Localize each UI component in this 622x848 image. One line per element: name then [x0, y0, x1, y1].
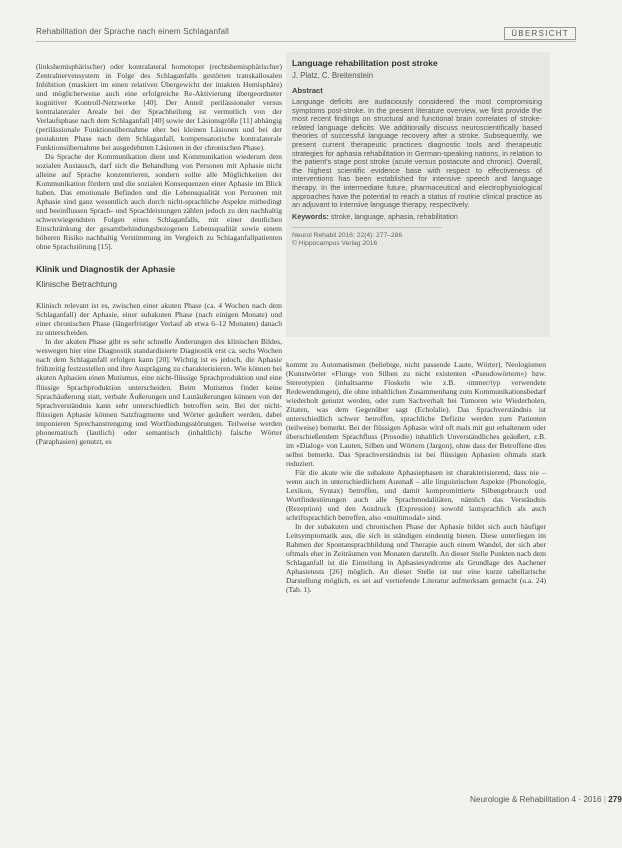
running-head: [36, 27, 576, 39]
right-paragraph-3: In der subakuten und chronischen Phase der Aphasie bildet sich auch häufiger Leitsymptomatik aus, die sich in ständigen eindeutig bieten. Diese unterliegen im Rahmen der Spontansprachbildung und Therapie auch einem Wandel, der sich aber oftmals eher in Zeiträumen von Monaten darstellt. An dieser Stelle Punkten nach dem Schlaganfall ist die Einteilung in Aphasiesyndrome als Grundlage des Aachener Aphasietests [26] möglich. An dieser Stelle ist nur eine kurze tabellarische Darstellung möglich, es sei auf vertiefende Literatur aufmerksam gemacht (u.a. 24) (Tab. 1).: [286, 522, 546, 595]
right-column: [286, 360, 546, 594]
right-paragraph-1: kommt zu Automatismen (beliebige, nicht passende Laute, Wörter), Neologismen (Kunstwörter «Flung» von Silben zu nicht existenten «Pseudowörtern») bzw. Stereotypien (inhaltsarme Floskeln wie z.B. ›immer/typ verwendete Redewendungen), die ohne inhaltlichen Zusammenhang zum Kommunikationsbedarf wiederholt genutzt werden, oder zum Sachverhalt bei Tumoren wie Wiederholen, Zitaten, was dem Gegenüber sagt (Echolalie). Das Sprachverständnis ist unterschiedlich schwer betroffen, sprachliche Defizite werden zum Patienten (teilweise) bemerkt. Bei der flüssigen Aphasie wird oft mals mit gut erhaltenem oder überschießendem Sprachfluss (Prosodie) inhaltlich Unverständliches geäußert, z.B. im «Dialog» von Lauten, Silben und Wörtern (Jargon), ohne dass der Betroffene dies selbst bemerkt. Das Sprachverständnis ist bei flüssigen Aphasien oftmals stark reduziert.: [286, 360, 546, 469]
citation-block: [292, 227, 442, 248]
header-rule: [36, 41, 576, 42]
right-paragraph-2: Für die akute wie die subakute Aphasiephasen ist charakterisierend, dass nie – wenn auch in unterschiedlichem Ausmaß – alle linguistischen Aspekte (Phonologie, Lexikon, Syntax) betroffen, und damit kompromittierte Silbengebrauch und Wortfindestörungen auch alle Sprachmodalitäten, nämlich das Verständnis (Rezeption) und den Ausdruck (Expression) sowohl lautsprachlich als auch schriftsprachlich betreffen, also «multimodal» sind.: [286, 468, 546, 523]
section-badge: ÜBERSICHT: [504, 27, 576, 40]
keywords-value: stroke, language, aphasia, rehabilitation: [330, 211, 458, 221]
citation-line: Neurol Rehabil 2016; 22(4): 277–286: [292, 231, 403, 239]
left-paragraph-3: Klinisch relevant ist es, zwischen einer akuten Phase (ca. 4 Wochen nach dem Schlaganfall) der Aphasie, einer subakuten Phase (nach einigen Monate) und einer chronischen Phase (längerfristiger Verlauf ab etwa 6–12 Monaten) danach zu unterscheiden.: [36, 301, 282, 338]
page-number: 279: [608, 795, 622, 804]
abstract-text: Language deficits are audaciously considered the most compromising symptoms post-stroke. In the present literature overview, we first provide the most recent findings on structural and functional brain correlates of stroke-related language deficits. We additionally discuss neuroscientifically based theories of successful language recovery after a stroke. Subsequently, we present current therapeutic practices diagnostic tools and therapeutic strategies for aphasia rehabilitation in German-speaking nations, in relation to the patient's stage post stroke (acute versus postacute and chronic). Overall, the highest scientific evidence base with respect to effectiveness of interventions has been established for intensive speech and language therapy. In the intermediate future, pharmaceutical and electrophysiological approaches have the potential to reach a status of routine clinical practice as an adjuvant to intensive language therapy, respectively.: [292, 97, 542, 210]
abstract-label: Abstract: [292, 86, 323, 95]
journal-name: Neurologie & Rehabilitation 4 · 2016: [470, 795, 602, 804]
page-footer: [470, 795, 622, 804]
left-column: [36, 62, 282, 446]
sub-heading: Klinische Betrachtung: [36, 279, 118, 290]
abstract-title: Language rehabilitation post stroke: [292, 58, 438, 68]
footer-separator: |: [603, 795, 606, 804]
keywords-label: Keywords:: [292, 211, 329, 221]
left-paragraph-1: (linkshemisphärischer) oder kontralateral homotoper (rechtshemisphärischer) Zentralnervensystem in Folge des Schlaganfalls gestörten transkallosalen Inhibition (maskiert im einen relativen Übergewicht der intakten Hemisphäre) und möglicherweise auch eine erfolgreiche Re-Aktivierung übergeordneter kognitiver Kontroll-Netzwerke [40]. Der Anteil perilässionaler versus kontralateraler Areale bei der Sprachheilung ist vermutlich von der Verlaufsphase nach dem Schlaganfall [40] sowie der Läsionsgröße [11] abhängig (perilässionale Funktionsübernahme eher bei kleinen Läsionen und bei der postakuten Phase nach dem Schlaganfall, kompensatorische kontralaterale Funktionsübernahme bei ausgedehnten Läsionen in der chronischen Phase).: [36, 62, 282, 153]
abstract-keywords: [292, 212, 542, 221]
running-head-left: Rehabilitation der Sprache nach einem Schlaganfall: [36, 27, 229, 36]
abstract-authors: J. Platz, C. Breitenstein: [292, 71, 374, 80]
left-paragraph-2: Da Sprache der Kommunikation dient und Kommunikation wiederum dem sozialen Austausch, darf sich die Behandlung von Personen mit Aphasie nicht alleine auf Sprache konzentrieren, sondern sollte alle Möglichkeiten der Kommunikation fördern und die sozialen Konsequenzen einer Aphasie im Blick haben. Das emotionale Befinden und die Lebensqualität von Personen mit Aphasie sind ganz wesentlich auch durch nicht-sprachliche Aspekte mitbedingt und beeinflussen Sprach- und Sprachleistungen zählen jedoch zu den nachhaltig schwerwiegendsten Folgen eines Schlaganfalls, mit einer deutlichen Einschränkung der gesamtbehindungsbezogenen Lebensqualität sowie einem höheren Risiko nachhaltig Verstimmung im Vergleich zu Schlaganfallpatienten ohne Sprachstörung [15].: [36, 152, 282, 252]
left-paragraph-4: In der akuten Phase gibt es sehr schnelle Änderungen des klinischen Bildes, weswegen hier eine Diagnostik standardisierte Diagnostik erst ca. sechs Wochen nach dem Schlaganfall erfolgen kann [20]. Wichtig ist es jedoch, die Aphasie frühzeitig festzustellen und ihre Ausprägung zu charakterisieren. Wie können bei akuten Aphasien einen Mutismus, eine nicht-flüssige Sprachproduktion und eine flüssige Sprachproduktion unterscheiden. Beim Mutismus findet keine Sprachäußerung statt, verbale Äußerungen und Lautäußerungen können von der Sprachverständnis kann sehr unterschiedlich betroffen sein. Bei der nicht-flüssigen Aphasie können Satzfragmente und Wörter geäußert werden, dabei imponieren Sprechanstrengung und Wortfindungsstörungen. Teilweise werden phonematisch (lautlich) oder semantisch (inhaltlich) falsche Wörter (Paraphasien) genutzt, es: [36, 337, 282, 446]
abstract-box: [286, 52, 550, 337]
copyright-line: © Hippocampus Verlag 2016: [292, 239, 378, 247]
section-heading: Klinik und Diagnostik der Aphasie: [36, 264, 176, 275]
